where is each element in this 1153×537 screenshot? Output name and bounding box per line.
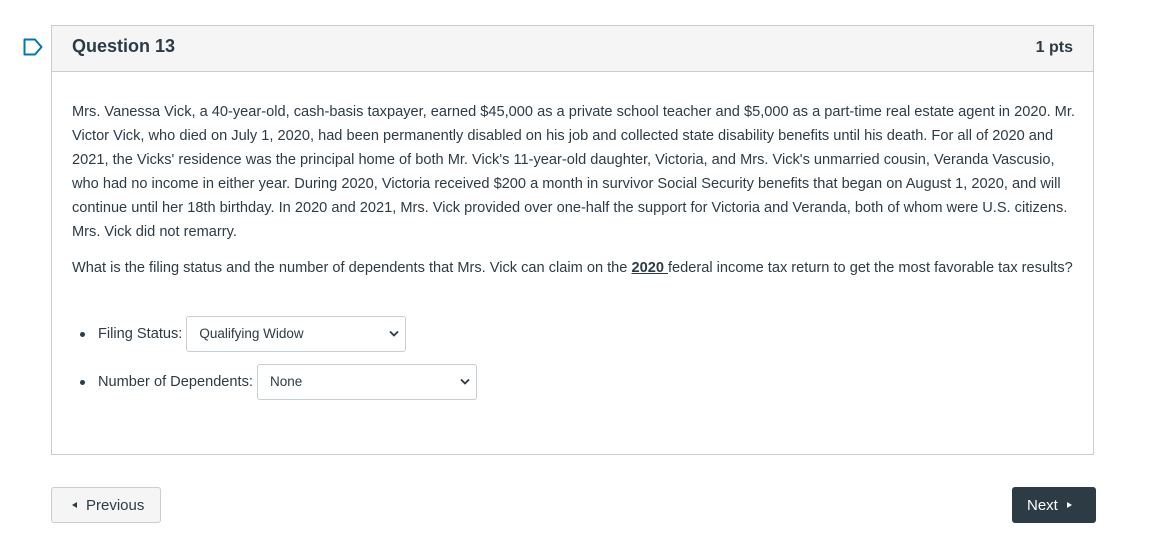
question-header — [52, 26, 1093, 72]
previous-button-label: Previous — [86, 496, 145, 514]
dependents-label: Number of Dependents: — [98, 374, 253, 390]
next-button-label: Next — [1027, 496, 1058, 514]
list-bullet — [80, 380, 85, 385]
prompt-year: 2020 — [631, 260, 668, 276]
answer-item-filing-status — [80, 316, 406, 352]
question-scenario: Mrs. Vanessa Vick, a 40-year-old, cash-basis taxpayer, earned $45,000 as a private school teacher and $5,000 as a part-time real estate agent in 2020. Mr. Victor Vick, who died on July 1, 2020, had been permanently disabled on his job and collected state disability benefits until his death. For all of 2020 and 2021, the Vicks' residence was the principal home of both Mr. Vick's 11-year-old daughter, Victoria, and Mrs. Vick's unmarried cousin, Veranda Vascusio, who had no income in either year. During 2020, Victoria received $200 a month in survivor Social Security benefits that began on August 1, 2020, and will continue until her 18th birthday. In 2020 and 2021, Mrs. Vick provided over one-half the support for Victoria and Veranda, both of whom were U.S. citizens. Mrs. Vick did not remarry. — [72, 104, 1075, 240]
prompt-text-start: What is the filing status and the number of dependents that Mrs. Vick can claim on the — [72, 260, 632, 276]
prompt-text-end: federal income tax return to get the most favorable tax results? — [668, 260, 1073, 276]
question-card — [51, 25, 1094, 455]
chevron-down-icon — [460, 378, 470, 386]
dependents-selected-value: None — [269, 374, 303, 389]
question-prompt — [72, 256, 1076, 280]
question-title: Question 13 — [72, 36, 176, 56]
dependents-select[interactable] — [257, 364, 477, 400]
list-bullet — [80, 332, 85, 337]
filing-status-select[interactable] — [186, 316, 406, 352]
previous-button[interactable] — [51, 487, 161, 523]
answer-item-dependents — [80, 364, 477, 400]
bookmark-flag-icon[interactable] — [23, 38, 43, 56]
filing-status-selected-value: Qualifying Widow — [199, 326, 304, 341]
next-button[interactable] — [1012, 487, 1096, 523]
chevron-down-icon — [389, 330, 399, 338]
caret-right-icon — [1067, 502, 1072, 508]
filing-status-label: Filing Status: — [98, 326, 183, 342]
caret-left-icon — [72, 502, 77, 508]
question-text — [72, 100, 1076, 292]
question-points: 1 pts — [1035, 39, 1073, 56]
